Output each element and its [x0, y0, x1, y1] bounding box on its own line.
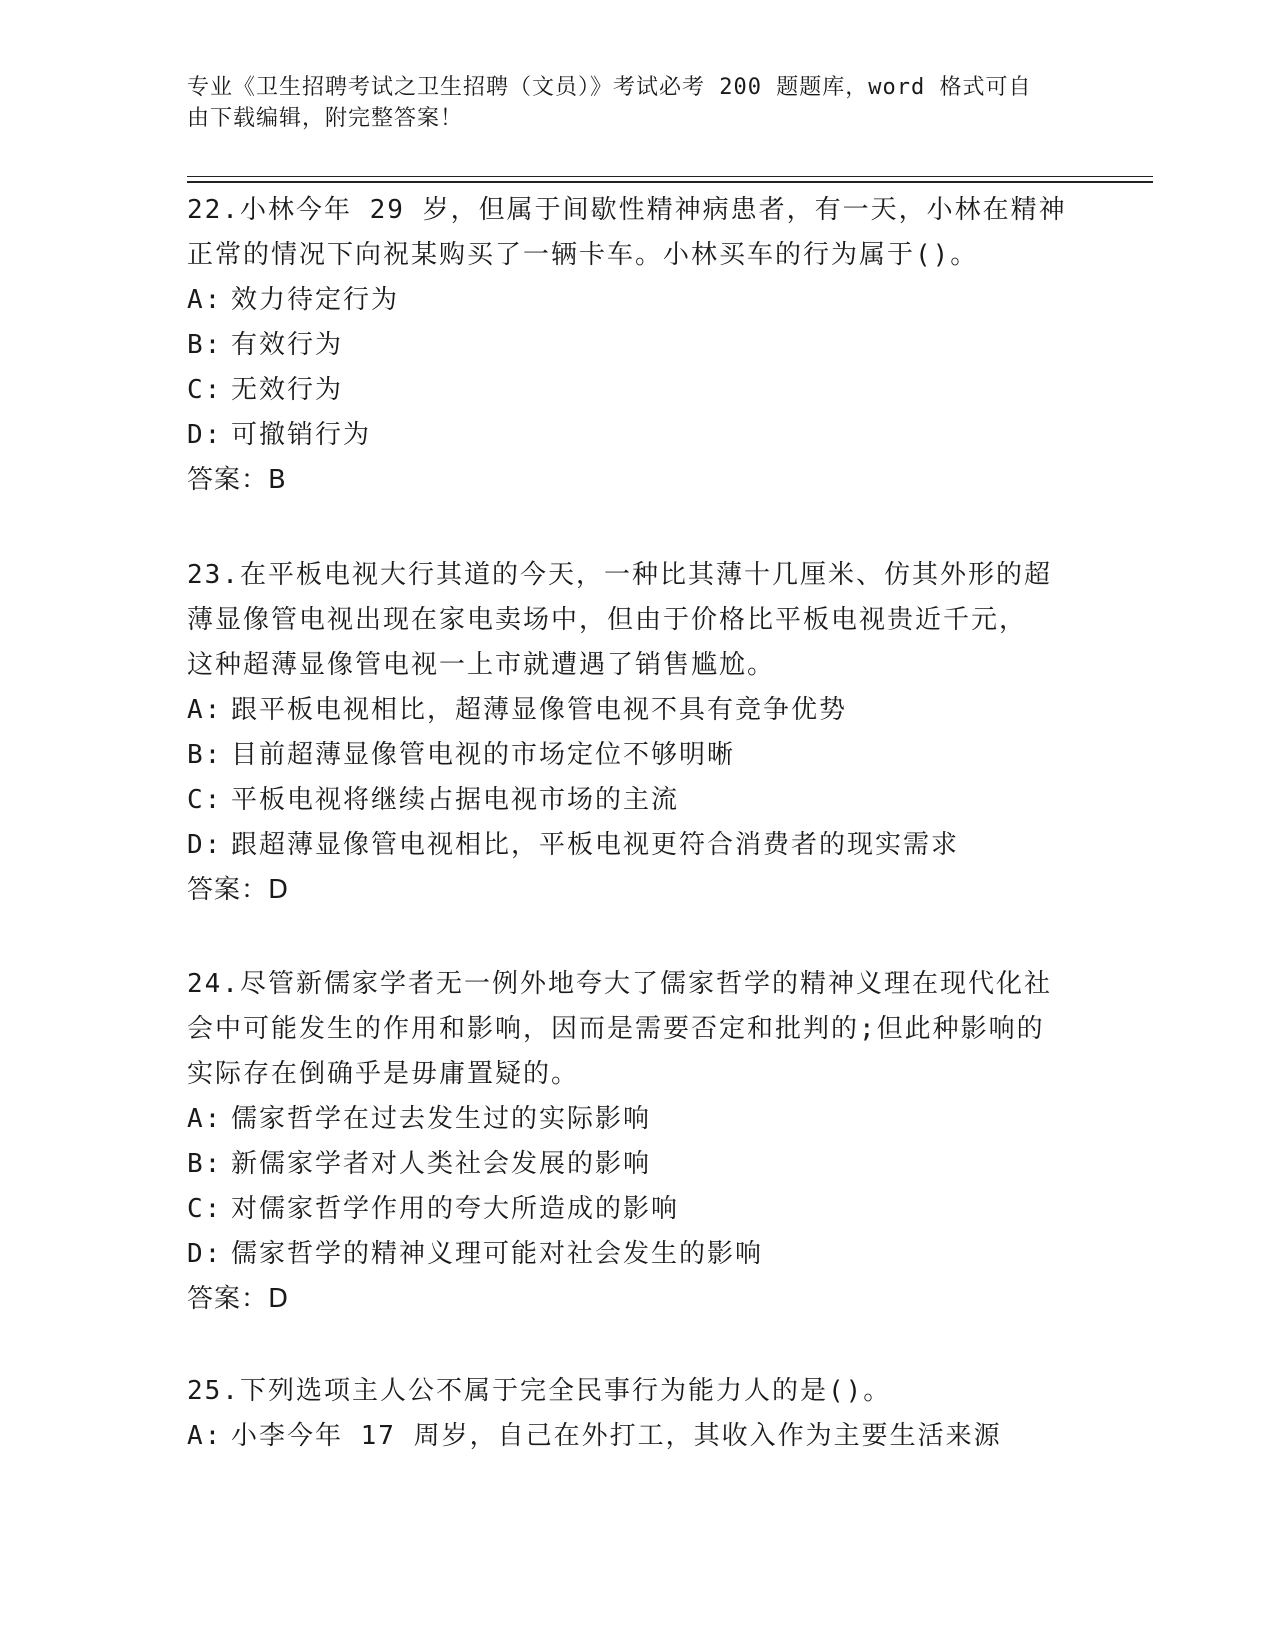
option-text: 效力待定行为 — [231, 285, 400, 315]
answer-line: 答案：D — [187, 875, 290, 905]
question-line: 22.小林今年 29 岁，但属于间歇性精神病患者，有一天，小林在精神 — [187, 195, 1067, 225]
option-d — [187, 1232, 1087, 1277]
option-d — [187, 413, 1087, 458]
question-23 — [187, 553, 1087, 913]
option-b — [187, 733, 1087, 778]
question-line: 24.尽管新儒家学者无一例外地夸大了儒家哲学的精神义理在现代化社 — [187, 969, 1052, 999]
option-a — [187, 1414, 1087, 1459]
option-b — [187, 323, 1087, 368]
question-line: 薄显像管电视出现在家电卖场中，但由于价格比平板电视贵近千元， — [187, 605, 1028, 635]
option-text: 儒家哲学的精神义理可能对社会发生的影响 — [231, 1239, 764, 1269]
option-key: C: — [187, 375, 223, 405]
option-key: D: — [187, 1239, 223, 1269]
option-text: 跟平板电视相比，超薄显像管电视不具有竞争优势 — [231, 695, 848, 725]
option-c — [187, 1187, 1087, 1232]
option-a — [187, 278, 1087, 323]
option-c — [187, 368, 1087, 413]
question-line: 正常的情况下向祝某购买了一辆卡车。小林买车的行为属于()。 — [187, 240, 979, 270]
option-text: 有效行为 — [231, 330, 344, 360]
option-key: C: — [187, 785, 223, 815]
option-key: B: — [187, 740, 223, 770]
option-c — [187, 778, 1087, 823]
header-divider-bottom — [187, 181, 1153, 183]
option-a — [187, 688, 1087, 733]
option-text: 小李今年 17 周岁，自己在外打工，其收入作为主要生活来源 — [231, 1421, 1002, 1451]
header-line-1: 专业《卫生招聘考试之卫生招聘（文员）》考试必考 200 题题库，word 格式可自 — [187, 75, 1032, 100]
document-header — [187, 72, 1067, 134]
option-text: 平板电视将继续占据电视市场的主流 — [231, 785, 680, 815]
header-divider-top — [187, 176, 1153, 177]
option-key: D: — [187, 420, 223, 450]
question-line: 25.下列选项主人公不属于完全民事行为能力人的是()。 — [187, 1376, 892, 1406]
header-line-2: 由下载编辑，附完整答案！ — [187, 106, 464, 131]
answer-line: 答案：B — [187, 465, 287, 495]
option-b — [187, 1142, 1087, 1187]
option-key: A: — [187, 1104, 223, 1134]
question-line: 这种超薄显像管电视一上市就遭遇了销售尴尬。 — [187, 650, 776, 680]
option-a — [187, 1097, 1087, 1142]
question-line: 会中可能发生的作用和影响，因而是需要否定和批判的;但此种影响的 — [187, 1014, 1045, 1044]
option-text: 儒家哲学在过去发生过的实际影响 — [231, 1104, 652, 1134]
question-22 — [187, 188, 1087, 503]
option-text: 新儒家学者对人类社会发展的影响 — [231, 1149, 652, 1179]
option-key: A: — [187, 695, 223, 725]
option-text: 跟超薄显像管电视相比，平板电视更符合消费者的现实需求 — [231, 830, 960, 860]
option-key: B: — [187, 1149, 223, 1179]
option-key: D: — [187, 830, 223, 860]
option-text: 目前超薄显像管电视的市场定位不够明晰 — [231, 740, 736, 770]
option-text: 无效行为 — [231, 375, 344, 405]
option-key: A: — [187, 285, 223, 315]
option-text: 可撤销行为 — [231, 420, 372, 450]
option-d — [187, 823, 1087, 868]
question-25 — [187, 1369, 1087, 1459]
question-line: 实际存在倒确乎是毋庸置疑的。 — [187, 1059, 580, 1089]
question-24 — [187, 962, 1087, 1322]
option-key: C: — [187, 1194, 223, 1224]
question-line: 23.在平板电视大行其道的今天，一种比其薄十几厘米、仿其外形的超 — [187, 560, 1052, 590]
option-key: A: — [187, 1421, 223, 1451]
option-key: B: — [187, 330, 223, 360]
answer-line: 答案：D — [187, 1284, 290, 1314]
option-text: 对儒家哲学作用的夸大所造成的影响 — [231, 1194, 680, 1224]
